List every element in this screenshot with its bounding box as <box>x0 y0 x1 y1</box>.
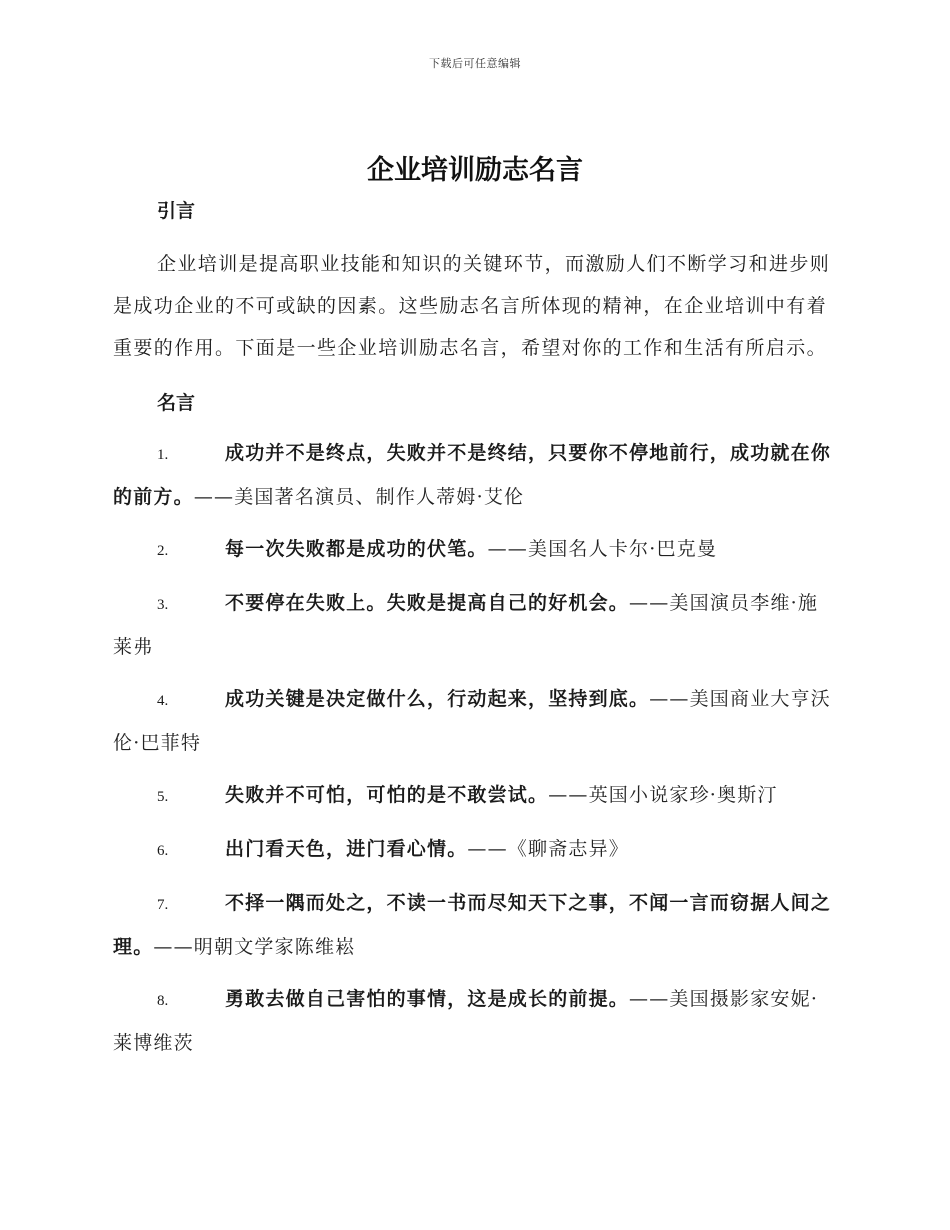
intro-heading: 引言 <box>157 200 196 222</box>
quote-text: 失败并不可怕，可怕的是不敢尝试。 <box>225 784 549 806</box>
quote-text: 不择一隅而处之，不读一书而尽知天下之事，不闻一言而窃据人间之理。 <box>113 892 832 958</box>
quote-attribution: ——美国著名演员、制作人蒂姆·艾伦 <box>193 486 525 508</box>
quote-text: 勇敢去做自己害怕的事情，这是成长的前提。 <box>225 988 630 1010</box>
quote-item <box>113 774 833 818</box>
quote-attribution: ——《聊斋志异》 <box>467 838 630 860</box>
quote-attribution: ——美国摄影家安妮·莱博维茨 <box>113 988 819 1054</box>
quotes-heading: 名言 <box>157 392 196 414</box>
document-body <box>113 196 833 1074</box>
quote-attribution: ——英国小说家珍·奥斯汀 <box>548 784 778 806</box>
quote-item <box>113 528 833 572</box>
quote-text: 成功并不是终点，失败并不是终结，只要你不停地前行，成功就在你的前方。 <box>113 442 832 508</box>
quote-attribution: ——美国商业大亨沃伦·巴菲特 <box>113 688 832 754</box>
quote-text: 成功关键是决定做什么，行动起来，坚持到底。 <box>225 688 650 710</box>
quote-number: 8. <box>157 993 169 1009</box>
quote-item <box>113 432 833 518</box>
quote-item <box>113 978 833 1064</box>
quote-text: 不要停在失败上。失败是提高自己的好机会。 <box>225 592 630 614</box>
quote-item <box>113 882 833 968</box>
quote-number: 6. <box>157 843 169 859</box>
quote-attribution: ——明朝文学家陈维崧 <box>153 936 356 958</box>
quote-number: 1. <box>157 447 169 463</box>
quote-item <box>113 828 833 872</box>
quote-number: 5. <box>157 789 169 805</box>
quote-number: 7. <box>157 897 169 913</box>
quote-number: 2. <box>157 543 169 559</box>
quote-item <box>113 678 833 764</box>
intro-paragraph: 企业培训是提高职业技能和知识的关键环节，而激励人们不断学习和进步则是成功企业的不可或缺的因素。这些励志名言所体现的精神，在企业培训中有着重要的作用。下面是一些企业培训励志名言，希望对你的工作和生活有所启示。 <box>113 253 831 359</box>
quote-text: 每一次失败都是成功的伏笔。 <box>225 538 488 560</box>
quote-number: 3. <box>157 597 169 613</box>
quote-attribution: ——美国演员李维·施莱弗 <box>113 592 819 658</box>
quote-attribution: ——美国名人卡尔·巴克曼 <box>487 538 718 560</box>
quotes-list <box>113 432 833 1064</box>
page-title: 企业培训励志名言 <box>367 155 583 186</box>
quote-text: 出门看天色，进门看心情。 <box>225 838 468 860</box>
quote-number: 4. <box>157 693 169 709</box>
header-note: 下载后可任意编辑 <box>429 57 521 70</box>
quote-item <box>113 582 833 668</box>
